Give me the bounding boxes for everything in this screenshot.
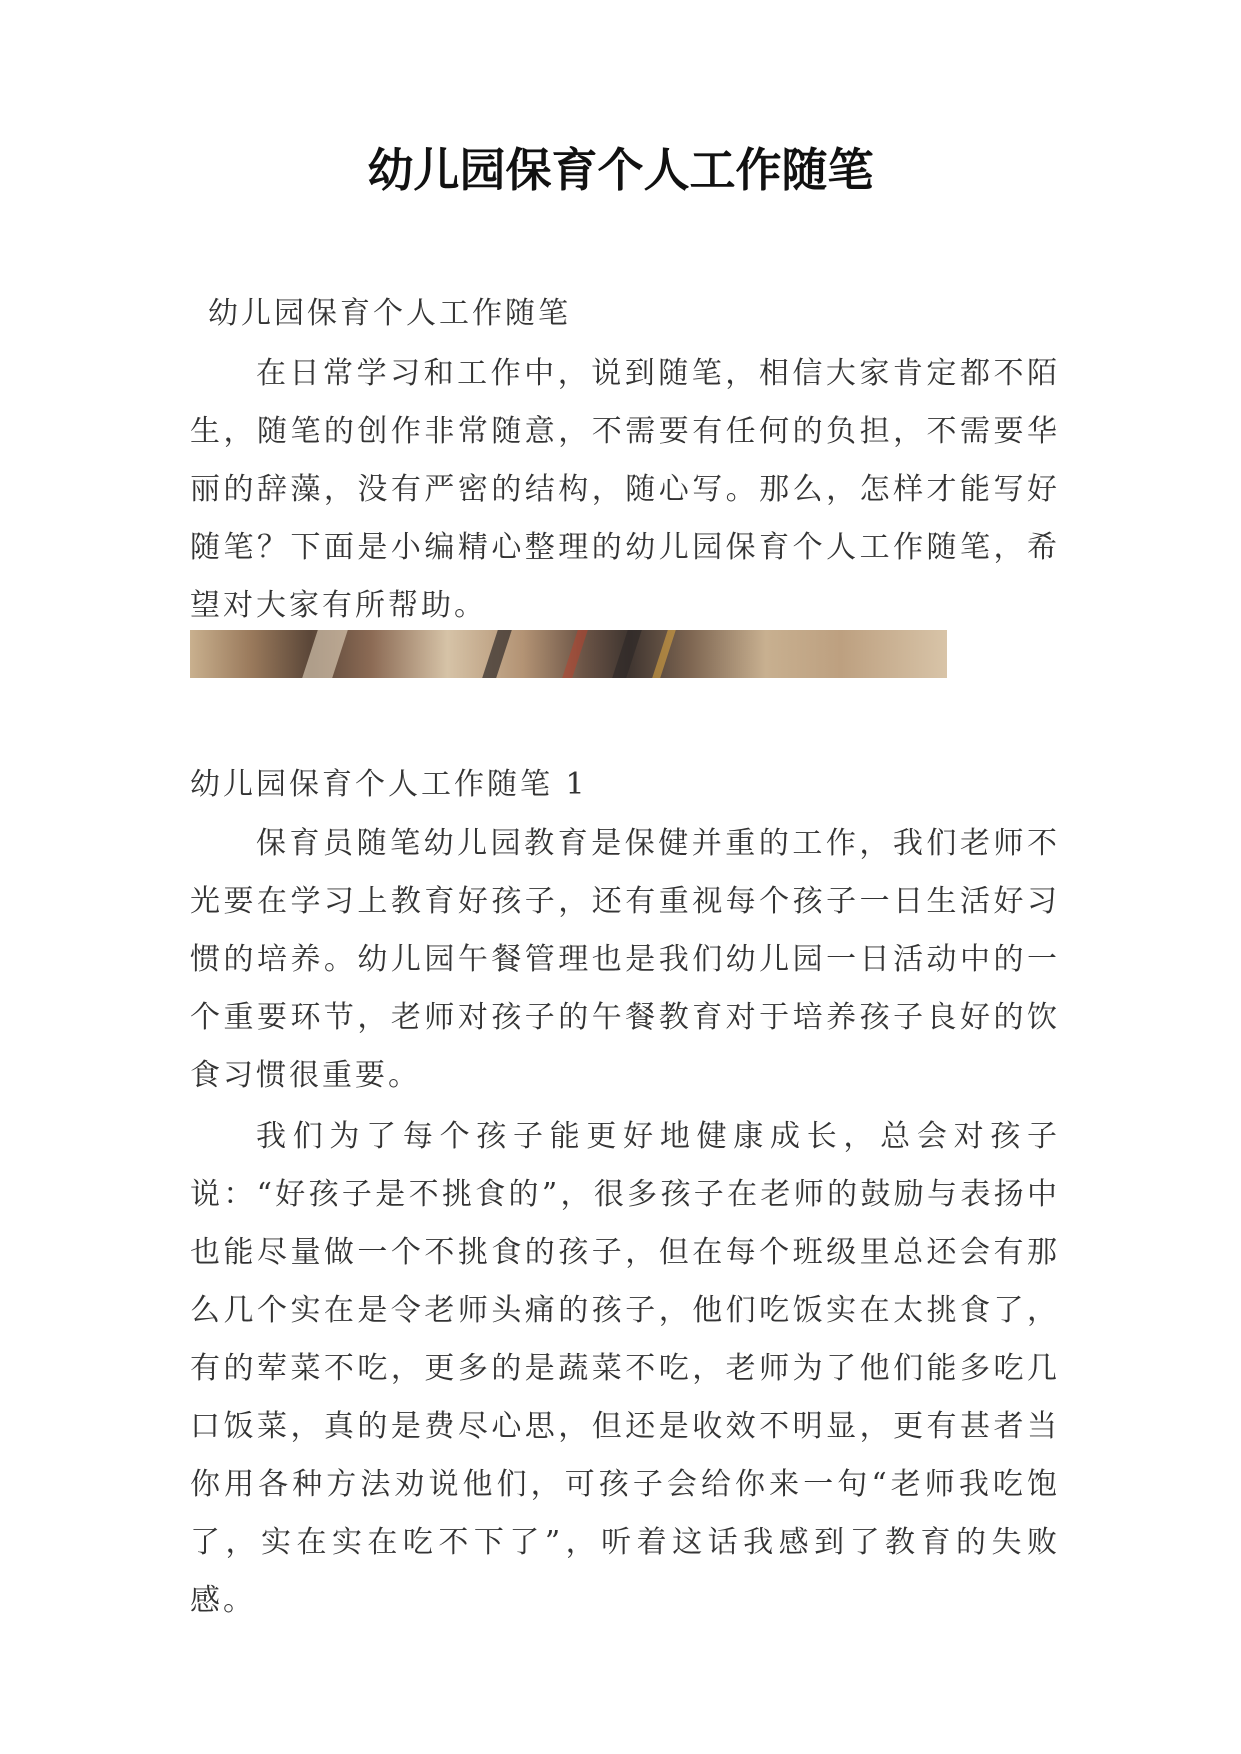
document-subtitle: 幼儿园保育个人工作随笔 bbox=[208, 296, 571, 331]
section-heading: 幼儿园保育个人工作随笔 1 bbox=[190, 767, 588, 802]
section-paragraph-2: 我们为了每个孩子能更好地健康成长，总会对孩子说：“好孩子是不挑食的”，很多孩子在老师的鼓励与表扬中也能尽量做一个不挑食的孩子，但在每个班级里总还会有那么几个实在是令老师头痛的孩子，他们吃饭实在太挑食了，有的荤菜不吃，更多的是蔬菜不吃，老师为了他们能多吃几口饭菜，真的是费尽心思，但还是收效不明显，更有甚者当你用各种方法劝说他们，可孩子会给你来一句“老师我吃饱了，实在实在吃不下了”，听着这话我感到了教育的失败感。 bbox=[190, 1119, 1060, 1618]
photo-strip bbox=[190, 630, 947, 678]
intro-paragraph: 在日常学习和工作中，说到随笔，相信大家肯定都不陌生，随笔的创作非常随意，不需要有任何的负担，不需要华丽的辞藻，没有严密的结构，随心写。那么，怎样才能写好随笔？下面是小编精心整理的幼儿园保育个人工作随笔，希望对大家有所帮助。 bbox=[190, 356, 1060, 623]
section-paragraph-1: 保育员随笔幼儿园教育是保健并重的工作，我们老师不光要在学习上教育好孩子，还有重视每个孩子一日生活好习惯的培养。幼儿园午餐管理也是我们幼儿园一日活动中的一个重要环节，老师对孩子的午餐教育对于培养孩子良好的饮食习惯很重要。 bbox=[190, 826, 1060, 1093]
photo-detail bbox=[562, 630, 588, 678]
photo-detail bbox=[482, 630, 512, 678]
photo-detail bbox=[612, 630, 642, 678]
photo-detail bbox=[652, 630, 676, 678]
photo-detail bbox=[302, 630, 348, 678]
document-title: 幼儿园保育个人工作随笔 bbox=[367, 143, 874, 197]
